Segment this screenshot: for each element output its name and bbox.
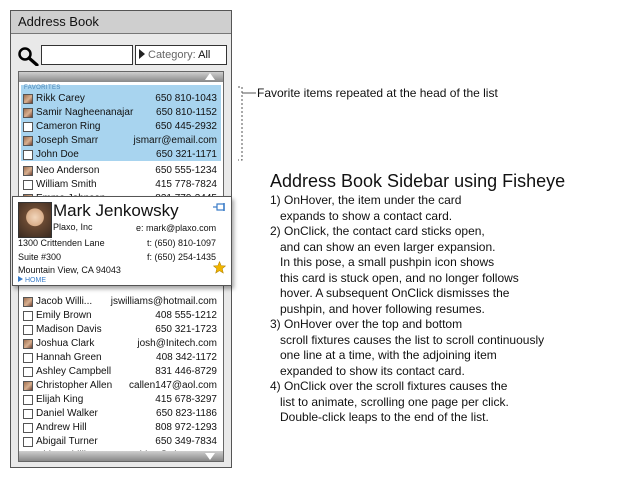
avatar-icon xyxy=(23,409,33,419)
contact-city-state-zip: Mountain View, CA 94043 xyxy=(18,265,121,275)
home-address-tab[interactable] xyxy=(18,276,46,284)
avatar-icon xyxy=(23,437,33,447)
avatar-icon xyxy=(23,108,33,118)
description-line: In this pose, a small pushpin icon shows xyxy=(280,255,495,269)
avatar-icon xyxy=(23,150,33,160)
avatar-icon xyxy=(23,94,33,104)
contact-row-value: 415 678-3297 xyxy=(155,394,217,405)
description-line: 3) OnHover over the top and bottom xyxy=(270,317,463,331)
contact-row-value: 650 321-1723 xyxy=(155,324,217,335)
category-label: Category: xyxy=(148,49,196,61)
description-line: list to animate, scrolling one page per click. xyxy=(280,394,509,409)
contact-row[interactable] xyxy=(23,92,219,106)
contact-row[interactable] xyxy=(23,337,219,351)
contact-row-value: 408 555-1212 xyxy=(155,310,217,321)
avatar-icon xyxy=(23,122,33,132)
contact-row[interactable] xyxy=(23,379,219,393)
contact-row-name: Cameron Ring xyxy=(36,121,101,132)
contact-row[interactable] xyxy=(23,120,219,134)
description-line: one line at a time, with the adjoining item xyxy=(280,348,497,362)
contact-row-name: Rikk Carey xyxy=(36,93,85,104)
description-line: expanded to show its contact card. xyxy=(280,363,465,378)
home-label: HOME xyxy=(25,277,46,284)
contact-telephone: t: (650) 810-1097 xyxy=(147,238,217,248)
avatar-icon xyxy=(23,325,33,335)
description-line: this card is stuck open, and no longer follows xyxy=(280,270,519,285)
contact-row[interactable] xyxy=(23,178,219,192)
contact-row[interactable] xyxy=(23,393,219,407)
category-value: All xyxy=(198,49,211,61)
contact-row-value: 650 810-1043 xyxy=(155,93,217,104)
contact-row-value: josh@Initech.com xyxy=(137,338,217,349)
contact-row[interactable] xyxy=(23,421,219,435)
contact-row-value: 650 555-1234 xyxy=(155,165,217,176)
contact-row-name: Samir Nagheenanajar xyxy=(36,107,134,118)
contact-row-name: Hannah Green xyxy=(36,352,102,363)
contact-row-name: Madison Davis xyxy=(36,324,102,335)
contact-row-value: 408 342-1172 xyxy=(156,352,217,363)
avatar-icon xyxy=(23,180,33,190)
avatar-icon xyxy=(23,297,33,307)
favorites-callout-text: Favorite items repeated at the head of the list xyxy=(257,86,498,100)
contact-row-value: 650 823-1186 xyxy=(156,408,217,419)
contact-card[interactable] xyxy=(12,196,232,286)
contact-address-line1: 1300 Crittenden Lane xyxy=(18,238,105,248)
description-line: expands to show a contact card. xyxy=(280,208,453,223)
panel-title: Address Book xyxy=(11,11,231,34)
contact-row[interactable] xyxy=(23,309,219,323)
contact-row-value: jswilliams@hotmail.com xyxy=(110,296,217,307)
search-icon[interactable] xyxy=(17,46,39,66)
contact-row-value: callen147@aol.com xyxy=(129,380,217,391)
description-line: and can show an even larger expansion. xyxy=(280,239,496,254)
contact-address-line2: Suite #300 xyxy=(18,252,62,262)
contact-row-value: 650 321-1171 xyxy=(156,149,217,160)
description-line: Double-click leaps to the end of the list. xyxy=(280,410,489,424)
contact-row[interactable] xyxy=(23,407,219,421)
contact-row-value: 808 972-1293 xyxy=(155,422,217,433)
favorite-star-icon[interactable] xyxy=(213,261,226,274)
avatar-icon xyxy=(23,395,33,405)
avatar-icon xyxy=(23,339,33,349)
scroll-down-fixture[interactable] xyxy=(19,451,223,461)
pushpin-icon[interactable] xyxy=(213,202,227,214)
avatar-icon xyxy=(23,423,33,433)
description-line: scroll fixtures causes the list to scroll continuously xyxy=(280,332,545,347)
contact-email[interactable]: e: mark@plaxo.com xyxy=(136,223,217,233)
contact-row[interactable] xyxy=(23,164,219,178)
contact-row[interactable] xyxy=(23,148,219,162)
contact-row-value: jsmarr@email.com xyxy=(133,135,217,146)
contact-row-name: Christopher Allen xyxy=(36,380,113,391)
search-input[interactable] xyxy=(41,45,133,65)
contact-photo xyxy=(18,202,52,238)
contact-row-value: 650 810-1152 xyxy=(156,107,217,118)
contact-row[interactable] xyxy=(23,106,219,120)
contact-row-value: 650 349-7834 xyxy=(155,436,217,447)
contact-row-name: Jacob Willi... xyxy=(36,296,93,307)
scroll-up-fixture[interactable] xyxy=(19,72,223,82)
callout-bracket xyxy=(238,70,258,170)
contact-row[interactable] xyxy=(23,295,219,309)
contact-row[interactable] xyxy=(23,365,219,379)
contact-row-name: John Doe xyxy=(36,149,79,160)
contact-row-name: Joseph Smarr xyxy=(36,135,99,146)
contact-row-name: Elijah King xyxy=(36,394,84,405)
contact-row[interactable] xyxy=(23,323,219,337)
triangle-right-icon xyxy=(139,49,145,59)
description-line: pushpin, and hover following resumes. xyxy=(280,301,485,316)
avatar-icon xyxy=(23,367,33,377)
favorites-label: FAVORITES xyxy=(24,85,61,91)
contact-fax: f: (650) 254-1435 xyxy=(147,252,217,262)
contact-row-value: 650 445-2932 xyxy=(155,121,217,132)
triangle-right-icon xyxy=(18,276,23,282)
contact-row-name: Joshua Clark xyxy=(36,338,95,349)
contact-row-name: Daniel Walker xyxy=(36,408,98,419)
contact-row[interactable] xyxy=(23,351,219,365)
avatar-icon xyxy=(23,311,33,321)
contact-row-name: William Smith xyxy=(36,179,97,190)
avatar-icon xyxy=(23,166,33,176)
contact-row[interactable] xyxy=(23,134,219,148)
contact-company: Plaxo, Inc xyxy=(53,222,93,232)
contact-row-name: Emily Brown xyxy=(36,310,92,321)
avatar-icon xyxy=(23,136,33,146)
contact-row-name: Andrew Hill xyxy=(36,422,87,433)
contact-row[interactable] xyxy=(23,435,219,449)
contact-row-value: 831 446-8729 xyxy=(155,366,217,377)
description-title: Address Book Sidebar using Fisheye xyxy=(270,171,566,191)
description-line: 1) OnHover, the item under the card xyxy=(270,193,462,207)
avatar-icon xyxy=(23,353,33,363)
contact-name: Mark Jenkowsky xyxy=(53,201,179,220)
scroll-up-arrow-icon xyxy=(205,73,215,80)
contact-row-name: Neo Anderson xyxy=(36,165,100,176)
description-line: hover. A subsequent OnClick dismisses the xyxy=(280,286,510,300)
contact-row-name: Ashley Campbell xyxy=(36,366,112,377)
search-row xyxy=(17,45,227,67)
avatar-icon xyxy=(23,381,33,391)
contact-row-name: Abigail Turner xyxy=(36,436,98,447)
contact-row-value: 415 778-7824 xyxy=(155,179,217,190)
description-line: 2) OnClick, the contact card sticks open, xyxy=(270,224,485,238)
category-dropdown[interactable] xyxy=(135,45,227,65)
description-line: 4) OnClick over the scroll fixtures causes the xyxy=(270,379,508,393)
scroll-down-arrow-icon xyxy=(205,453,215,460)
